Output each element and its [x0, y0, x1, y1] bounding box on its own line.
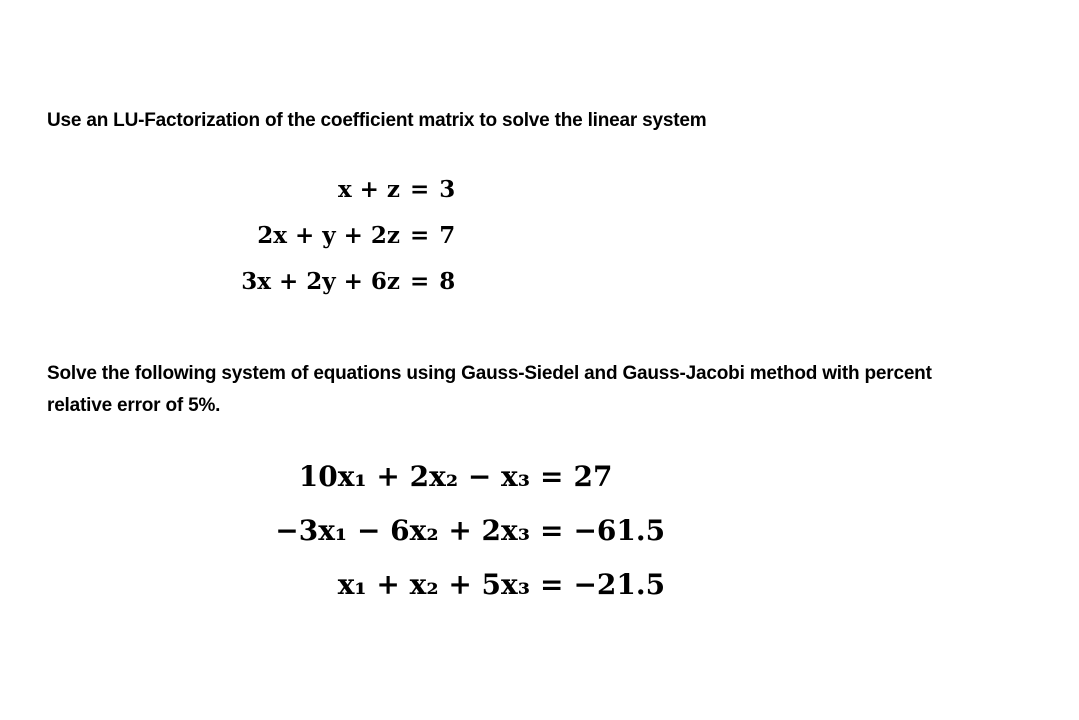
equals-sign: = [540, 514, 564, 547]
equation-rhs: −61.5 [573, 514, 666, 547]
question-2-prompt-line-2: relative error of 5%. [47, 395, 221, 416]
equation-lhs: x₁ + x₂ + 5x₃ [337, 568, 530, 601]
equals-sign: = [540, 568, 564, 601]
equation-lhs: 3x + 2y + 6z [241, 268, 400, 295]
equation-rhs: −21.5 [573, 568, 666, 601]
equation-lhs: 2x + y + 2z [257, 222, 400, 249]
equation-rhs: 27 [573, 460, 613, 493]
equation-rhs: 3 [439, 176, 456, 203]
equation-lhs: 10x₁ + 2x₂ − x₃ [298, 460, 530, 493]
equation-lhs: −3x₁ − 6x₂ + 2x₃ [275, 514, 530, 547]
equation-lhs: x + z [337, 176, 400, 203]
equation-row [200, 222, 455, 268]
equation-rhs: 7 [439, 222, 456, 249]
equals-sign: = [540, 460, 564, 493]
question-1-prompt: Use an LU-Factorization of the coefficient matrix to solve the linear system [47, 110, 707, 131]
equation-rhs: 8 [439, 268, 456, 295]
equation-row [230, 568, 665, 622]
equation-row [200, 176, 455, 222]
linear-system-2 [230, 460, 665, 622]
equation-row [230, 514, 665, 568]
equation-row [230, 460, 665, 514]
equation-row [200, 268, 455, 314]
equals-sign: = [410, 222, 430, 249]
equals-sign: = [410, 176, 430, 203]
linear-system-1 [200, 176, 455, 314]
question-2-prompt [47, 358, 1047, 422]
question-2-prompt-line-1: Solve the following system of equations using Gauss-Siedel and Gauss-Jacobi method with percent [47, 363, 932, 384]
equals-sign: = [410, 268, 430, 295]
